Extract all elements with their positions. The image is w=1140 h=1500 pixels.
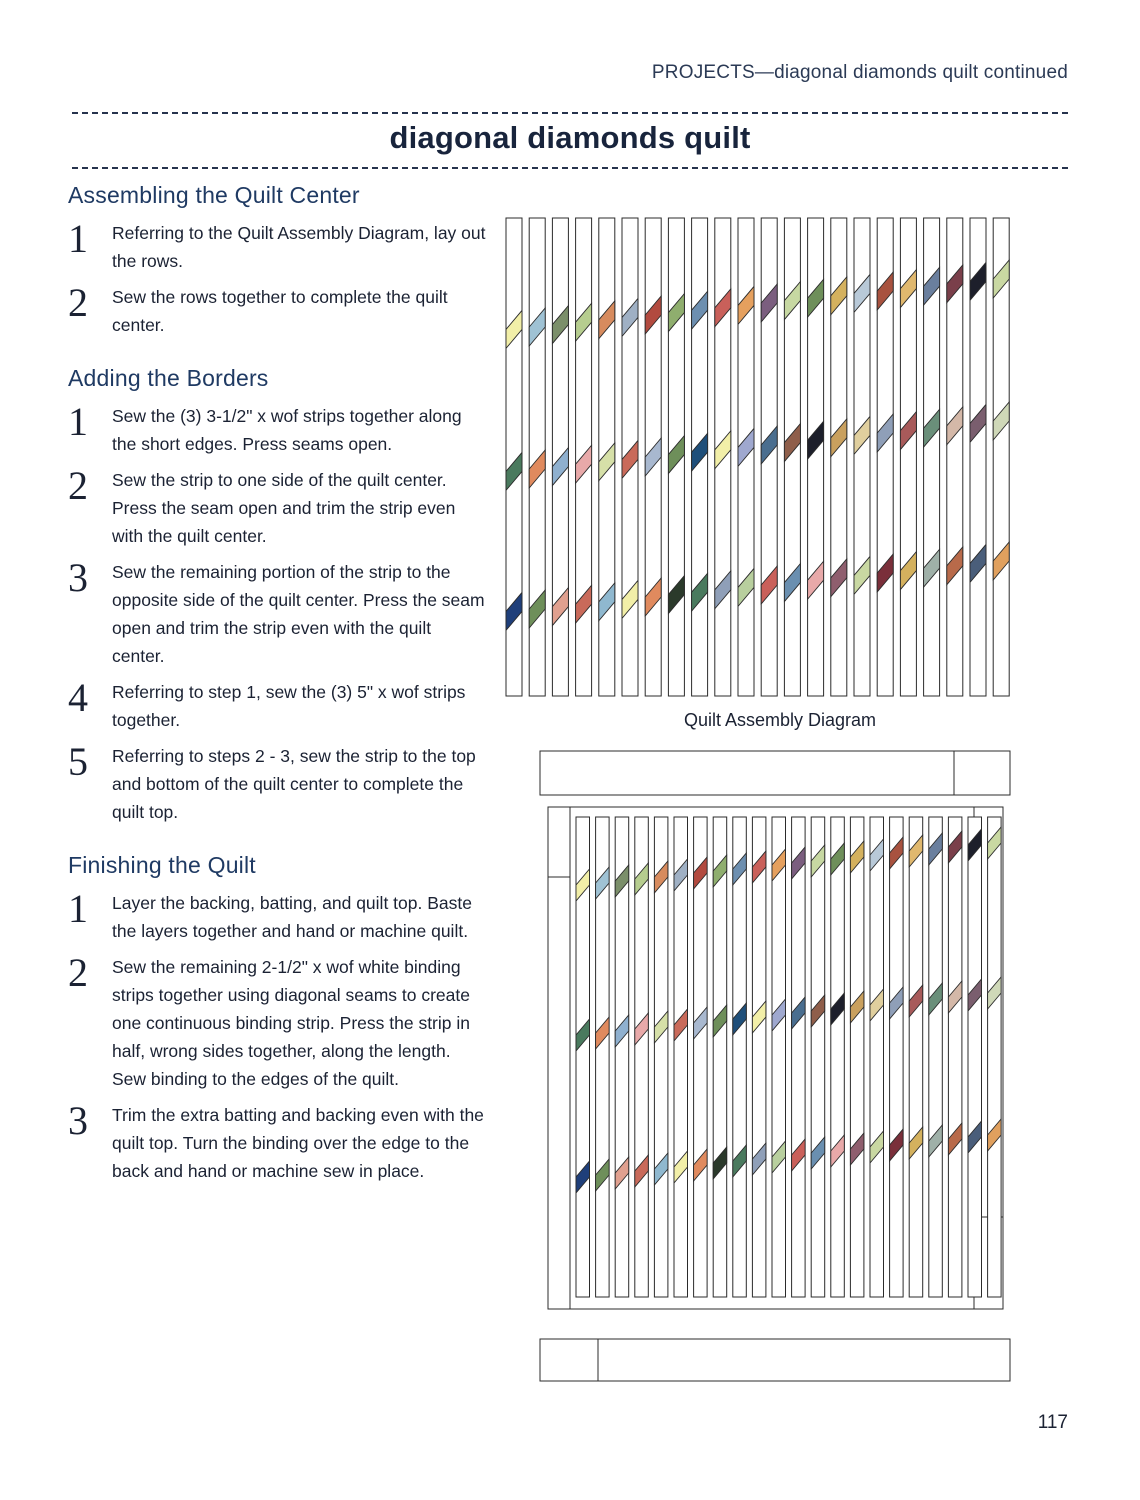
step-item [68, 887, 488, 945]
quilt-assembly-diagram-caption: Quilt Assembly Diagram [683, 710, 877, 730]
step-number: 1 [68, 399, 88, 444]
step-number: 2 [68, 280, 88, 325]
running-head: PROJECTS—diagonal diamonds quilt continued [651, 62, 1068, 83]
step-text: Sew the (3) 3-1/2" x wof strips together along the short edges. Press seams open. [112, 406, 462, 454]
section-finishing-the-quilt [68, 852, 488, 1185]
quilt-layout-diagram [500, 747, 1060, 1387]
quilt-layout-svg [536, 747, 1026, 1387]
section-heading: Assembling the Quilt Center [68, 182, 360, 208]
step-text: Layer the backing, batting, and quilt top. Baste the layers together and hand or machine quilt. [112, 893, 472, 941]
step-item [68, 464, 488, 550]
quilt-assembly-svg [500, 212, 1040, 702]
section-heading: Finishing the Quilt [68, 852, 256, 878]
step-text: Sew the remaining portion of the strip to the opposite side of the quilt center. Press the seam open and trim the strip even with the quilt center. [112, 562, 485, 666]
title-rule-bottom [72, 167, 1068, 169]
step-item [68, 740, 488, 826]
step-number: 3 [68, 1098, 88, 1143]
step-text: Trim the extra batting and backing even with the quilt top. Turn the binding over the edge to the back and hand or machine sew in place. [112, 1105, 484, 1181]
title-rule-top [72, 112, 1068, 114]
instructions-column [68, 182, 488, 1191]
step-item [68, 556, 488, 670]
step-text: Referring to steps 2 - 3, sew the strip to the top and bottom of the quilt center to complete the quilt top. [112, 746, 476, 822]
step-text: Sew the rows together to complete the quilt center. [112, 287, 448, 335]
step-number: 1 [68, 216, 88, 261]
page-title-text: diagonal diamonds quilt [389, 120, 751, 155]
step-text: Sew the remaining 2-1/2" x wof white binding strips together using diagonal seams to create one continuous binding strip. Press the strip in half, wrong sides together, along the length. Sew binding to the edges of the quilt. [112, 957, 470, 1089]
page-title [330, 118, 810, 158]
step-item [68, 951, 488, 1093]
step-item [68, 400, 488, 458]
quilt-assembly-diagram [500, 212, 1060, 731]
step-number: 2 [68, 950, 88, 995]
step-number: 2 [68, 463, 88, 508]
step-item [68, 217, 488, 275]
step-text: Referring to the Quilt Assembly Diagram, lay out the rows. [112, 223, 486, 271]
step-text: Referring to step 1, sew the (3) 5" x wof strips together. [112, 682, 466, 730]
step-item [68, 1099, 488, 1185]
step-number: 3 [68, 555, 88, 600]
step-number: 1 [68, 886, 88, 931]
step-item [68, 281, 488, 339]
step-item [68, 676, 488, 734]
diagrams-column [500, 212, 1060, 1387]
section-assembling-quilt-center [68, 182, 488, 339]
step-text: Sew the strip to one side of the quilt center. Press the seam open and trim the strip even with the quilt center. [112, 470, 456, 546]
section-heading: Adding the Borders [68, 365, 269, 391]
page-number: 117 [1037, 1412, 1068, 1433]
step-number: 4 [68, 675, 88, 720]
section-adding-the-borders [68, 365, 488, 826]
step-number: 5 [68, 739, 88, 784]
